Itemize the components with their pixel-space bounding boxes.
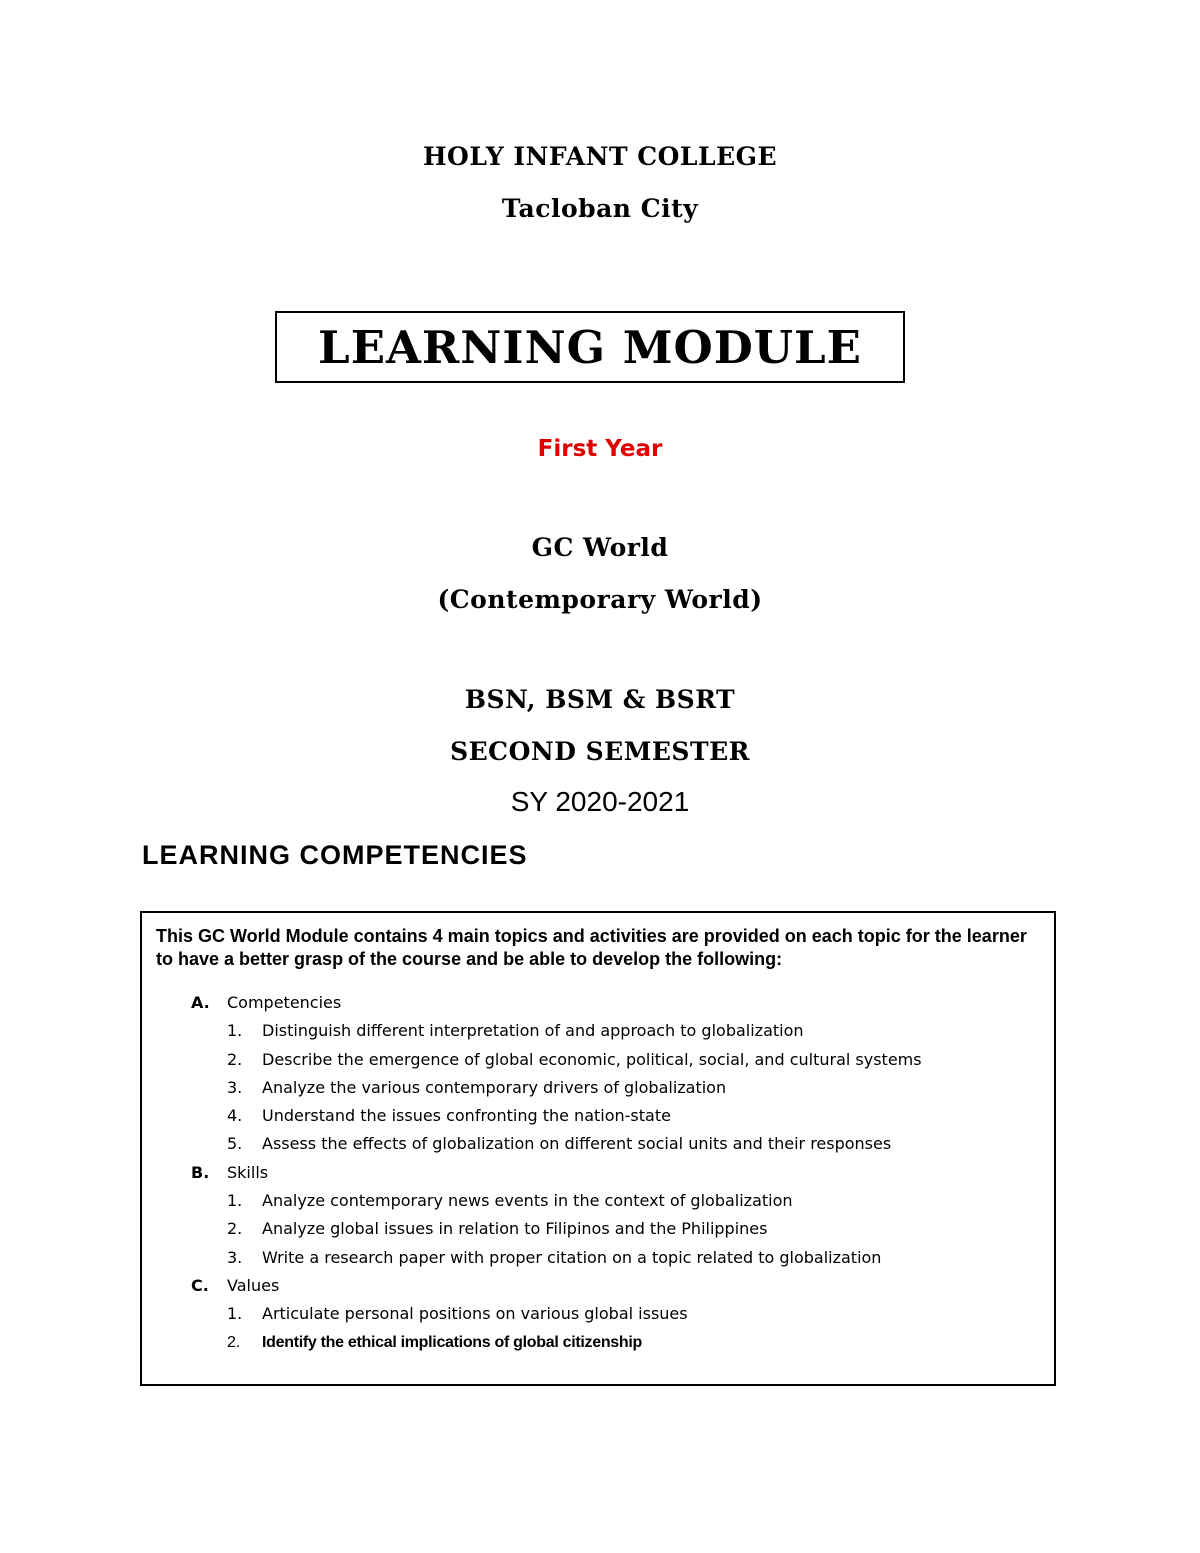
list-item <box>142 1329 1054 1357</box>
list-item <box>142 1244 1054 1272</box>
semester: SECOND SEMESTER <box>450 737 750 766</box>
list-item-number: 1. <box>227 1021 243 1041</box>
list-item <box>142 1187 1054 1215</box>
document-title: LEARNING MODULE <box>318 320 862 374</box>
list-item-text: Analyze contemporary news events in the context of globalization <box>262 1191 793 1211</box>
year-level: First Year <box>537 436 663 462</box>
list-item-text: Write a research paper with proper citation on a topic related to globalization <box>262 1247 882 1267</box>
list-item-text: Describe the emergence of global economic, political, social, and cultural systems <box>262 1049 922 1069</box>
list-item <box>142 1300 1054 1328</box>
list-item-number: 4. <box>227 1106 243 1126</box>
list-item-number: 1. <box>227 1304 243 1324</box>
list-item-number: 3. <box>227 1077 243 1097</box>
school-year: SY 2020-2021 <box>510 786 690 817</box>
list-item-text: Analyze the various contemporary drivers of globalization <box>262 1077 727 1097</box>
list-item <box>142 1215 1054 1243</box>
category-label: Skills <box>227 1162 269 1182</box>
category-label: Competencies <box>227 993 342 1012</box>
competencies-intro: This GC World Module contains 4 main topics and activities are provided on each topic for the learner to have a better grasp of the course and be able to develop the following: <box>156 926 1027 969</box>
school-name: HOLY INFANT COLLEGE <box>422 142 778 171</box>
list-item-text: Articulate personal positions on various global issues <box>262 1304 688 1324</box>
list-item-text: Understand the issues confronting the nation-state <box>262 1106 671 1126</box>
category-letter: B. <box>191 1162 210 1182</box>
school-city: Tacloban City <box>501 194 699 223</box>
list-item <box>142 1046 1054 1074</box>
list-item-number: 1. <box>227 1191 243 1211</box>
list-item-number: 2. <box>227 1333 241 1351</box>
list-item <box>142 1074 1054 1102</box>
subject-code: GC World <box>531 533 669 562</box>
list-item-number: 3. <box>227 1247 243 1267</box>
list-item-number: 2. <box>227 1219 243 1239</box>
category-letter: C. <box>191 1275 209 1295</box>
category-label: Values <box>227 1275 280 1295</box>
list-item <box>142 1102 1054 1130</box>
list-item-text: Analyze global issues in relation to Filipinos and the Philippines <box>262 1219 768 1239</box>
category-letter: A. <box>191 993 210 1012</box>
list-item <box>142 1017 1054 1045</box>
subject-full-name: (Contemporary World) <box>437 585 763 614</box>
category-competencies <box>142 989 1054 1017</box>
section-title-learning-competencies: LEARNING COMPETENCIES <box>142 840 528 870</box>
category-values <box>142 1272 1054 1300</box>
list-item-text: Identify the ethical implications of global citizenship <box>262 1333 642 1351</box>
competencies-box <box>140 911 1056 1386</box>
list-item-number: 5. <box>227 1134 243 1154</box>
document-title-box <box>275 311 905 383</box>
category-skills <box>142 1159 1054 1187</box>
degree-programs: BSN, BSM & BSRT <box>464 685 736 714</box>
list-item-text: Distinguish different interpretation of and approach to globalization <box>262 1021 804 1041</box>
list-item <box>142 1130 1054 1158</box>
competencies-list <box>142 989 1054 1357</box>
list-item-text: Assess the effects of globalization on different social units and their responses <box>262 1134 892 1154</box>
list-item-number: 2. <box>227 1049 243 1069</box>
